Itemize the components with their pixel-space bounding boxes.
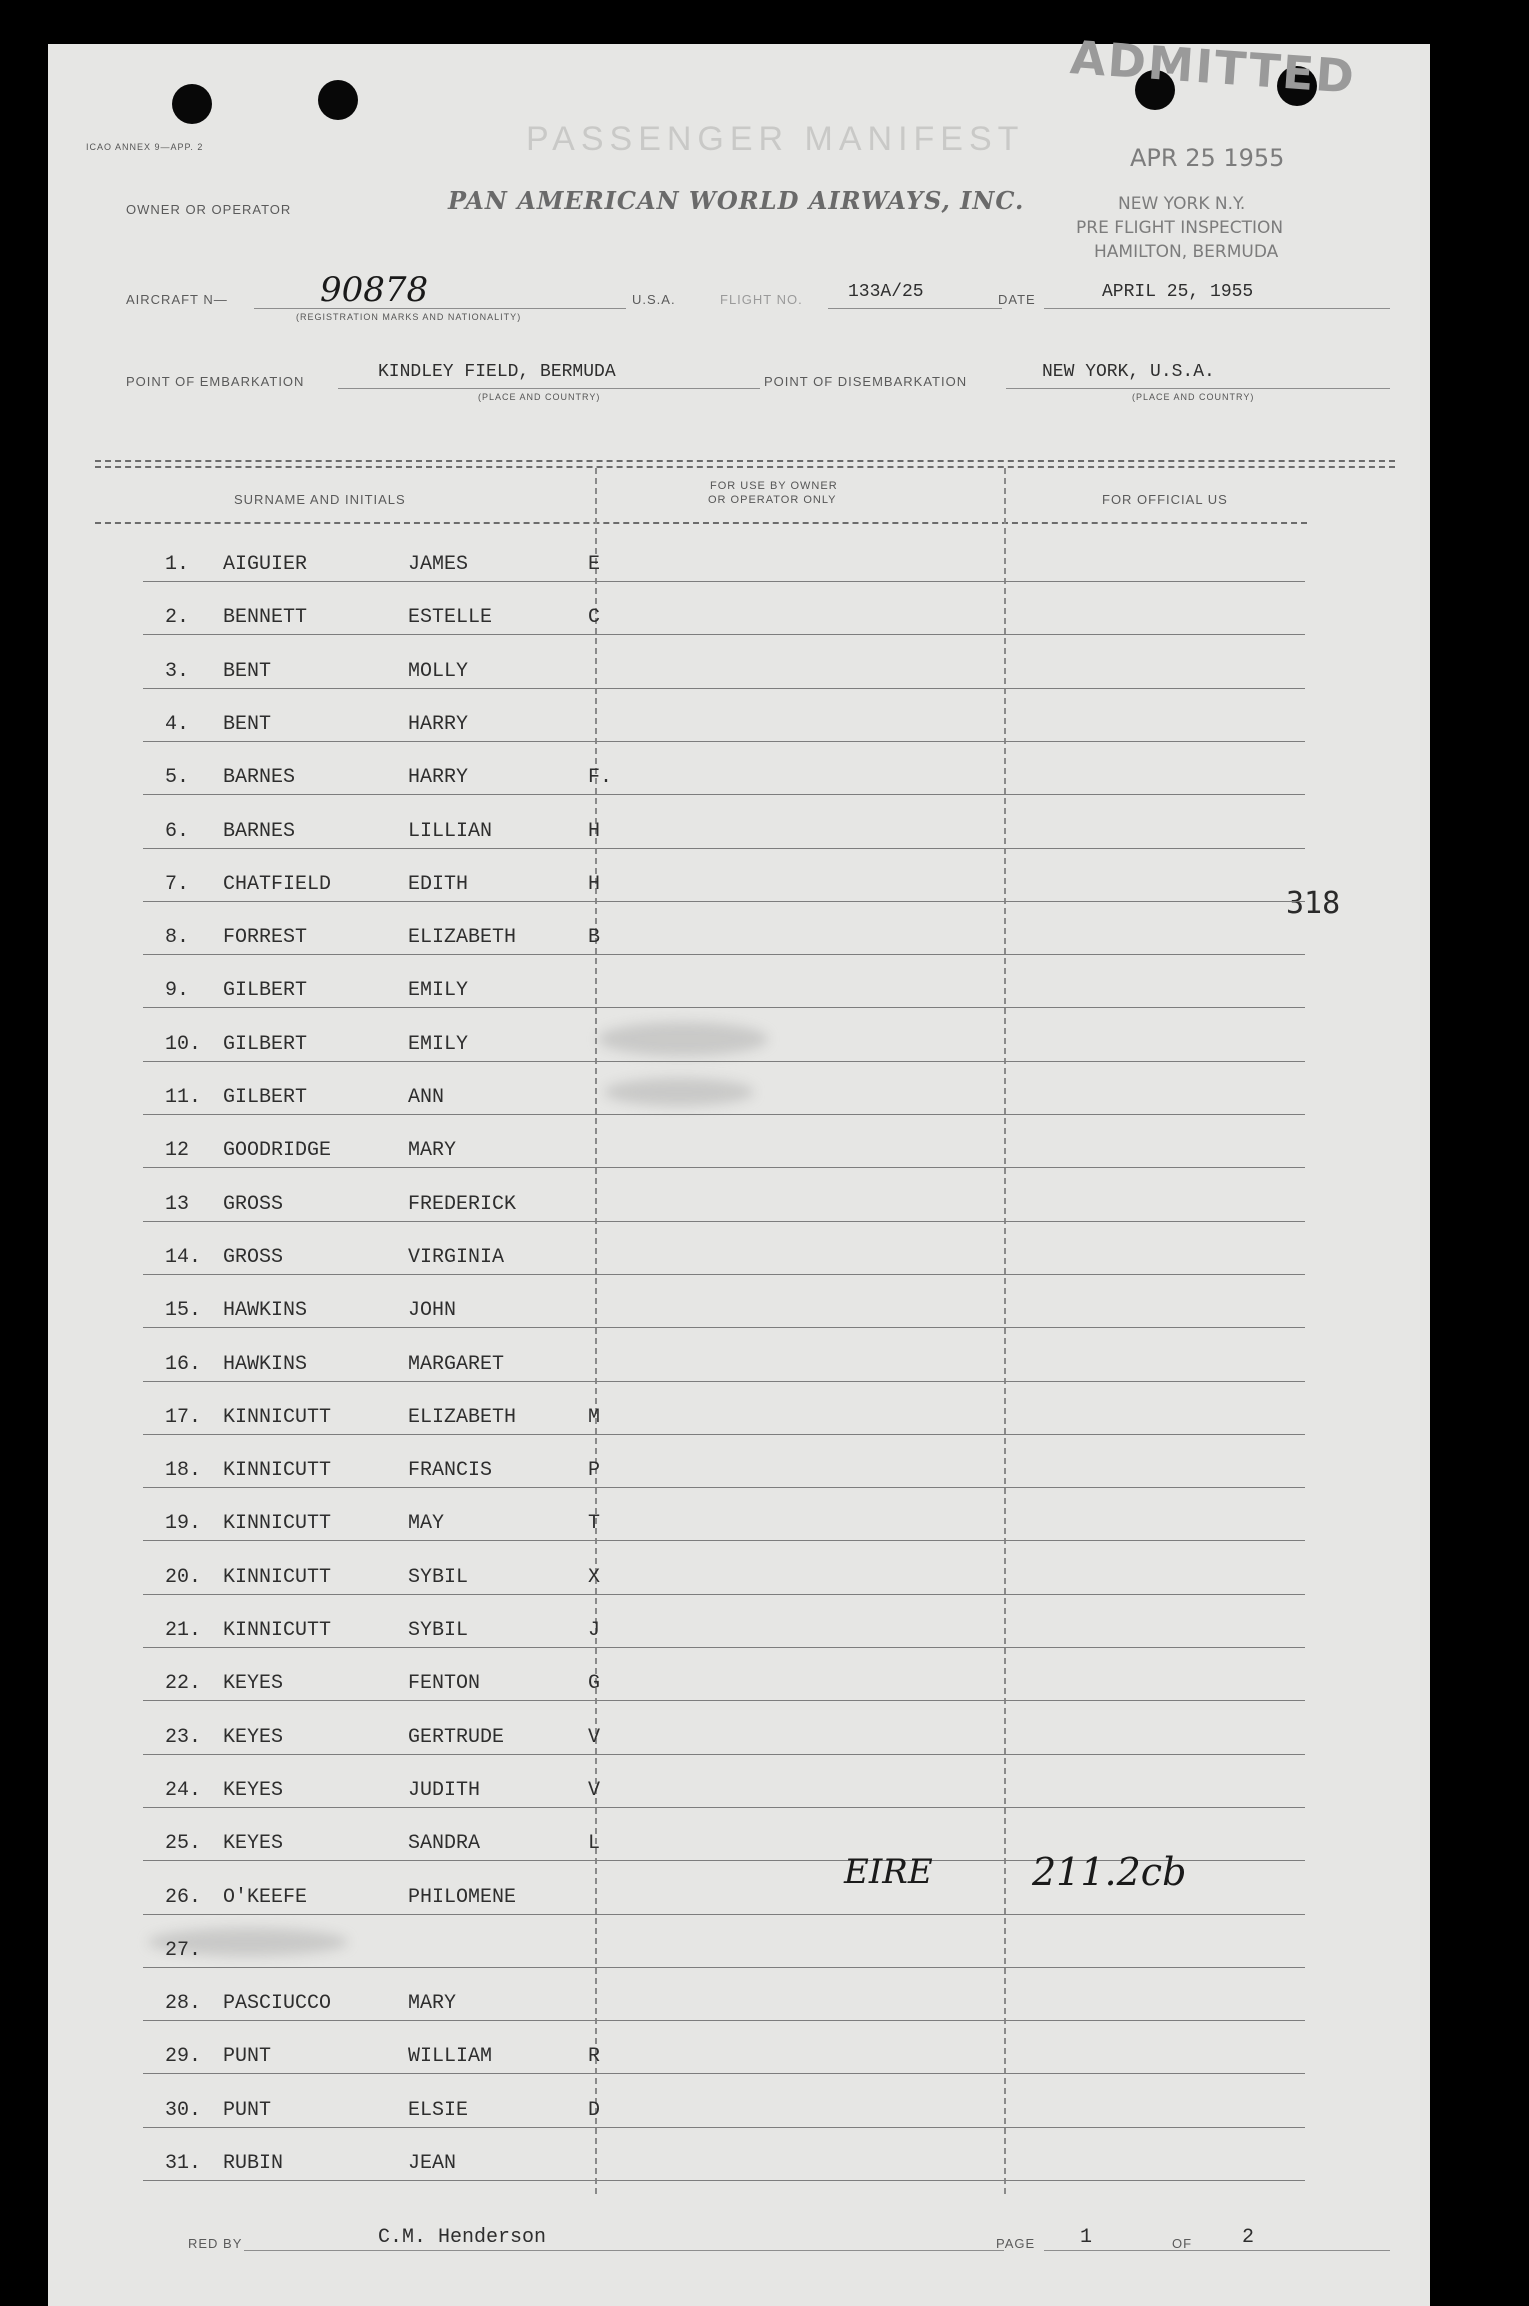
page-label: PAGE — [996, 2236, 1036, 2251]
passenger-given-name: GERTRUDE — [408, 1725, 505, 1749]
passenger-surname: AIGUIER — [223, 553, 308, 576]
passenger-given-name: WILLIAM — [408, 2045, 493, 2069]
passenger-surname: BENNETT — [223, 606, 308, 630]
passenger-given-name: SYBIL — [408, 1565, 469, 1589]
column-header-owner-line2: OR OPERATOR ONLY — [708, 494, 837, 506]
passenger-initial: L — [588, 1832, 601, 1856]
passenger-given-name: LILLIAN — [408, 819, 493, 843]
passenger-initial: P — [588, 1459, 601, 1483]
table-row — [143, 1489, 1305, 1541]
row-number: 20. — [165, 1565, 202, 1589]
passenger-surname: PUNT — [223, 2098, 272, 2122]
flight-rule — [828, 308, 1002, 309]
row-number: 16. — [165, 1352, 202, 1376]
table-row — [143, 956, 1305, 1008]
passenger-surname: KINNICUTT — [223, 1405, 332, 1429]
row-number: 15. — [165, 1299, 202, 1323]
passenger-surname: BENT — [223, 712, 272, 736]
row-rule — [143, 1807, 1305, 1808]
row-number: 30. — [165, 2098, 202, 2122]
row-number: 23. — [165, 1725, 202, 1749]
passenger-initial: G — [588, 1672, 601, 1696]
row-number: 9. — [165, 979, 190, 1003]
row-rule — [143, 2073, 1305, 2074]
owner-label: OWNER OR OPERATOR — [126, 202, 292, 217]
passenger-surname: GROSS — [223, 1245, 284, 1269]
row-number: 17. — [165, 1405, 202, 1429]
passenger-surname: O'KEEFE — [223, 1885, 308, 1909]
table-row — [143, 690, 1305, 742]
passenger-given-name: HARRY — [408, 712, 469, 736]
manifest-sheet — [48, 30, 1430, 2306]
passenger-given-name: ESTELLE — [408, 606, 493, 630]
table-row — [143, 1170, 1305, 1222]
row-rule — [143, 634, 1305, 635]
table-row — [143, 1596, 1305, 1648]
table-row — [143, 903, 1305, 955]
date-rule — [1044, 308, 1390, 309]
passenger-given-name: ELSIE — [408, 2098, 469, 2122]
row-rule — [143, 1540, 1305, 1541]
table-row — [143, 1703, 1305, 1755]
passenger-initial: J — [588, 1619, 601, 1642]
punch-hole — [172, 84, 212, 124]
passenger-given-name: EMILY — [408, 979, 469, 1003]
table-row — [143, 637, 1305, 689]
passenger-given-name: MARY — [408, 1139, 457, 1163]
row-number: 7. — [165, 872, 190, 896]
row-rule — [143, 581, 1305, 582]
row-number: 27. — [165, 1938, 202, 1962]
row-rule — [143, 1381, 1305, 1382]
passenger-surname: GILBERT — [223, 1032, 308, 1056]
table-row — [143, 1010, 1305, 1062]
flight-label: FLIGHT NO. — [720, 292, 803, 307]
table-row — [143, 583, 1305, 635]
stamp-date: APR 25 1955 — [1130, 144, 1285, 172]
table-row — [143, 1756, 1305, 1808]
passenger-given-name: EMILY — [408, 1032, 469, 1056]
row-rule — [143, 1061, 1305, 1062]
row-rule — [143, 1594, 1305, 1595]
table-row — [143, 1063, 1305, 1115]
margin-number: 318 — [1286, 886, 1341, 921]
prepared-value: C.M. Henderson — [378, 2226, 547, 2249]
row-rule — [143, 1221, 1305, 1222]
row-rule — [143, 2127, 1305, 2128]
row-number: 13 — [165, 1192, 190, 1216]
passenger-surname: CHATFIELD — [223, 872, 332, 896]
passenger-initial: V — [588, 1778, 601, 1802]
table-row — [143, 1330, 1305, 1382]
row-rule — [143, 2180, 1305, 2181]
column-header-official: FOR OFFICIAL US — [1102, 492, 1228, 507]
passenger-given-name: MARGARET — [408, 1352, 505, 1376]
row-rule — [143, 1914, 1305, 1915]
prepared-rule — [244, 2250, 1004, 2251]
passenger-initial: M — [588, 1405, 601, 1429]
row-number: 2. — [165, 606, 190, 630]
row-rule — [143, 1487, 1305, 1488]
passenger-initial: D — [588, 2098, 601, 2122]
table-row — [143, 1276, 1305, 1328]
passenger-surname: KINNICUTT — [223, 1459, 332, 1483]
of-label: OF — [1172, 2236, 1193, 2251]
passenger-initial: H — [588, 819, 601, 843]
passenger-initial: B — [588, 926, 601, 950]
table-top-rule — [95, 460, 1395, 462]
passenger-surname: FORREST — [223, 926, 308, 950]
passenger-surname: KEYES — [223, 1832, 284, 1856]
stamp-line-3: HAMILTON, BERMUDA — [1094, 242, 1279, 262]
disembarkation-rule — [1006, 388, 1390, 389]
row-rule — [143, 1274, 1305, 1275]
form-reference: ICAO ANNEX 9—APP. 2 — [86, 142, 204, 152]
passenger-given-name: HARRY — [408, 766, 469, 790]
aircraft-rule — [254, 308, 626, 309]
row-rule — [143, 1327, 1305, 1328]
table-top-rule-2 — [95, 466, 1395, 468]
row-rule — [143, 1754, 1305, 1755]
row-number: 29. — [165, 2045, 202, 2069]
embarkation-label: POINT OF EMBARKATION — [126, 374, 305, 389]
prepared-label: RED BY — [188, 2236, 243, 2251]
disembarkation-value: NEW YORK, U.S.A. — [1042, 362, 1215, 382]
passenger-initial: H — [588, 872, 601, 896]
passenger-surname: BARNES — [223, 766, 296, 790]
table-row — [143, 1436, 1305, 1488]
passenger-initial: R — [588, 2045, 601, 2069]
passenger-initial: X — [588, 1565, 601, 1589]
passenger-initial: T — [588, 1512, 601, 1536]
passenger-surname: RUBIN — [223, 2152, 284, 2175]
form-title: PASSENGER MANIFEST — [526, 120, 1025, 158]
row-number: 19. — [165, 1512, 202, 1536]
table-row — [143, 797, 1305, 849]
passenger-initial: E — [588, 553, 601, 576]
row-number: 14. — [165, 1245, 202, 1269]
row-rule — [143, 741, 1305, 742]
row-rule — [143, 1007, 1305, 1008]
row-number: 3. — [165, 659, 190, 683]
table-row — [143, 1543, 1305, 1595]
row-rule — [143, 1167, 1305, 1168]
row-rule — [143, 794, 1305, 795]
row-rule — [143, 688, 1305, 689]
row-rule — [143, 1700, 1305, 1701]
passenger-surname: HAWKINS — [223, 1299, 308, 1323]
table-row — [143, 1649, 1305, 1701]
row-rule — [143, 1434, 1305, 1435]
date-label: DATE — [998, 292, 1036, 307]
row-number: 26. — [165, 1885, 202, 1909]
disembarkation-label: POINT OF DISEMBARKATION — [764, 374, 968, 389]
table-row — [143, 1116, 1305, 1168]
passenger-initial: F. — [588, 766, 613, 790]
table-row — [143, 1223, 1305, 1275]
aircraft-label: AIRCRAFT N— — [126, 292, 228, 307]
passenger-surname: KINNICUTT — [223, 1565, 332, 1589]
punch-hole — [318, 80, 358, 120]
page-value: 1 — [1080, 2226, 1093, 2249]
passenger-surname: BENT — [223, 659, 272, 683]
passenger-surname: KEYES — [223, 1672, 284, 1696]
passenger-surname: GROSS — [223, 1192, 284, 1216]
passenger-surname: GILBERT — [223, 1086, 308, 1109]
passenger-given-name: JOHN — [408, 1299, 457, 1323]
passenger-surname: GILBERT — [223, 979, 308, 1003]
stamp-line-2: PRE FLIGHT INSPECTION — [1076, 218, 1284, 238]
row-number: 6. — [165, 819, 190, 843]
passenger-given-name: ELIZABETH — [408, 926, 517, 950]
row-number: 31. — [165, 2152, 202, 2175]
passenger-given-name: SANDRA — [408, 1832, 481, 1856]
row-rule — [143, 1967, 1305, 1968]
passenger-given-name: MAY — [408, 1512, 445, 1536]
owner-value: PAN AMERICAN WORLD AIRWAYS, INC. — [448, 186, 1025, 215]
row-rule — [143, 1647, 1305, 1648]
passenger-surname: KINNICUTT — [223, 1619, 332, 1642]
table-row — [143, 1969, 1305, 2021]
row-number: 18. — [165, 1459, 202, 1483]
row-number: 4. — [165, 712, 190, 736]
passenger-surname: BARNES — [223, 819, 296, 843]
passenger-initial: V — [588, 1725, 601, 1749]
passenger-given-name: JUDITH — [408, 1778, 481, 1802]
passenger-surname: KEYES — [223, 1778, 284, 1802]
table-row — [143, 2129, 1305, 2181]
table-row — [143, 743, 1305, 795]
passenger-surname: PUNT — [223, 2045, 272, 2069]
header-bottom-rule — [95, 522, 1307, 524]
row-number: 11. — [165, 1086, 202, 1109]
column-header-surname: SURNAME AND INITIALS — [234, 492, 406, 507]
row-rule — [143, 901, 1305, 902]
table-row — [143, 530, 1305, 582]
registration-caption: (REGISTRATION MARKS AND NATIONALITY) — [296, 312, 522, 322]
passenger-given-name: FENTON — [408, 1672, 481, 1696]
passenger-given-name: ANN — [408, 1086, 445, 1109]
passenger-given-name: JAMES — [408, 553, 469, 576]
admitted-stamp: ADMITTED — [1068, 30, 1358, 104]
embarkation-caption: (PLACE AND COUNTRY) — [478, 392, 601, 402]
row-number: 25. — [165, 1832, 202, 1856]
embarkation-value: KINDLEY FIELD, BERMUDA — [378, 362, 616, 382]
passenger-surname: KINNICUTT — [223, 1512, 332, 1536]
table-row — [143, 850, 1305, 902]
table-row — [143, 1383, 1305, 1435]
passenger-given-name: JEAN — [408, 2152, 457, 2175]
flight-value: 133A/25 — [848, 282, 924, 302]
row-26-owner-note: EIRE — [844, 1852, 933, 1892]
aircraft-value: 90878 — [320, 270, 429, 310]
passenger-given-name: PHILOMENE — [408, 1885, 517, 1909]
usa-label: U.S.A. — [632, 292, 676, 307]
row-number: 8. — [165, 926, 190, 950]
disembarkation-caption: (PLACE AND COUNTRY) — [1132, 392, 1255, 402]
row-number: 22. — [165, 1672, 202, 1696]
passenger-given-name: ELIZABETH — [408, 1405, 517, 1429]
table-row — [143, 2076, 1305, 2128]
passenger-given-name: SYBIL — [408, 1619, 469, 1642]
passenger-given-name: MOLLY — [408, 659, 469, 683]
row-number: 10. — [165, 1032, 202, 1056]
table-row — [143, 1916, 1305, 1968]
row-rule — [143, 848, 1305, 849]
stamp-line-1: NEW YORK N.Y. — [1118, 194, 1246, 214]
passenger-initial: C — [588, 606, 601, 630]
date-value: APRIL 25, 1955 — [1102, 282, 1254, 302]
passenger-surname: HAWKINS — [223, 1352, 308, 1376]
row-rule — [143, 1114, 1305, 1115]
passenger-given-name: MARY — [408, 1992, 457, 2016]
row-rule — [143, 954, 1305, 955]
row-26-official-note: 211.2cb — [1032, 1850, 1187, 1894]
passenger-given-name: EDITH — [408, 872, 469, 896]
column-header-owner-line1: FOR USE BY OWNER — [710, 480, 838, 492]
row-number: 28. — [165, 1992, 202, 2016]
passenger-given-name: FREDERICK — [408, 1192, 517, 1216]
row-number: 5. — [165, 766, 190, 790]
passenger-surname: KEYES — [223, 1725, 284, 1749]
of-value: 2 — [1242, 2226, 1255, 2249]
passenger-given-name: FRANCIS — [408, 1459, 493, 1483]
row-number: 12 — [165, 1139, 190, 1163]
passenger-given-name: VIRGINIA — [408, 1245, 505, 1269]
row-number: 1. — [165, 553, 190, 576]
passenger-surname: GOODRIDGE — [223, 1139, 332, 1163]
table-row — [143, 2022, 1305, 2074]
page-rule — [1044, 2250, 1390, 2251]
row-rule — [143, 2020, 1305, 2021]
row-number: 24. — [165, 1778, 202, 1802]
row-number: 21. — [165, 1619, 202, 1642]
passenger-surname: PASCIUCCO — [223, 1992, 332, 2016]
embarkation-rule — [338, 388, 760, 389]
